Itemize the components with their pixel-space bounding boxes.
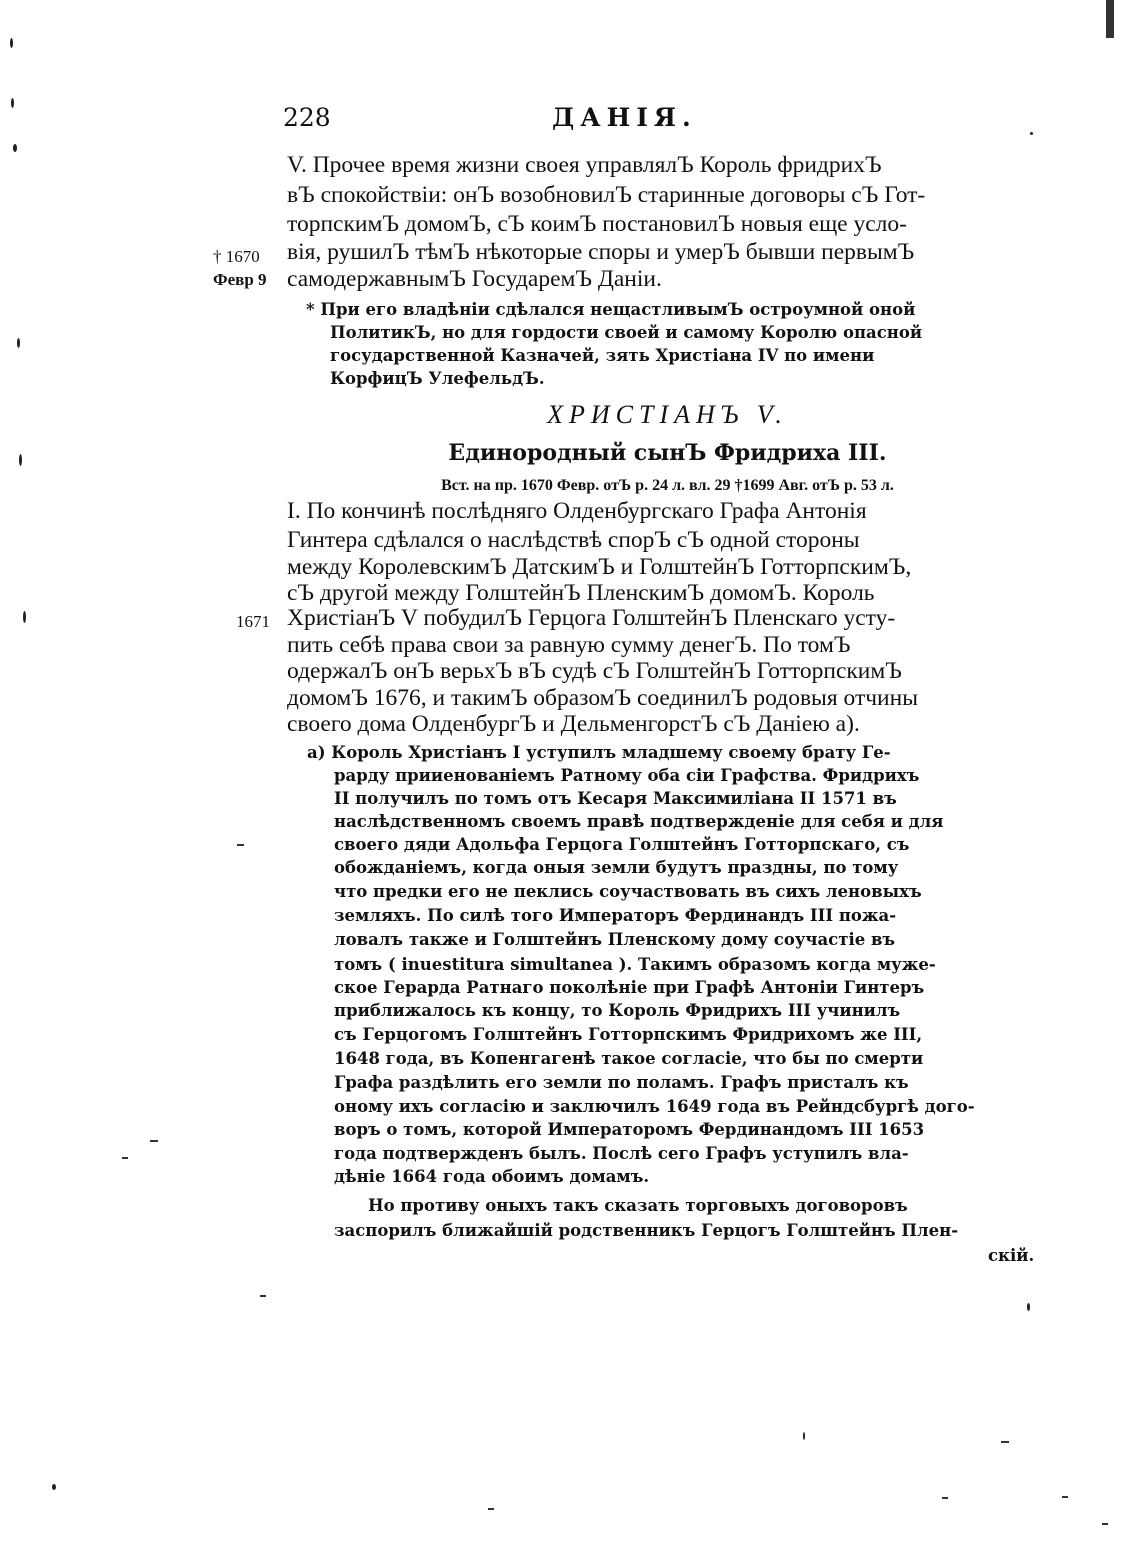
margin-note-year: 1671 bbox=[236, 612, 270, 631]
scan-artifact bbox=[13, 144, 17, 152]
running-title: ДАНІЯ. bbox=[552, 103, 697, 132]
section-i-line: ХристіанЪ V побудилЪ Герцога ГолштейнЪ Пленскаго усту- bbox=[287, 605, 896, 631]
scan-artifact bbox=[1001, 1441, 1009, 1443]
footnote-a-line: 1648 года, въ Копенгагенѣ такое согласіе, что бы по смерти bbox=[334, 1049, 924, 1068]
section-i-line: сЪ другой между ГолштейнЪ ПленскимЪ домомЪ. Король bbox=[287, 580, 875, 606]
scan-artifact bbox=[19, 454, 22, 466]
footnote-a-line: ское Герарда Ратнаго поколѣніе при Графѣ Антоніи Гинтеръ bbox=[334, 978, 925, 997]
scan-artifact bbox=[52, 1484, 56, 1490]
margin-note-month: Февр 9 bbox=[213, 270, 267, 289]
star-note-line: государственной Казначей, зять Христіана IV по имени bbox=[330, 346, 875, 365]
footnote-a-line: приближалось къ концу, то Король Фридрихъ III учинилъ bbox=[334, 1001, 901, 1020]
section-title: ХРИСТІАНЪ V. bbox=[547, 400, 788, 429]
scan-artifact bbox=[11, 98, 14, 108]
section-v-line: торпскимЪ домомЪ, сЪ коимЪ постановилЪ новыя еще усло- bbox=[287, 211, 907, 237]
footnote-a-line: года подтвержденъ былъ. Послѣ сего Графъ уступилъ вла- bbox=[334, 1144, 909, 1163]
section-i-line: I. По кончинѣ послѣдняго Олденбургскаго Графа Антонія bbox=[287, 498, 867, 524]
section-v-line: V. Прочее время жизни своея управлялЪ Король фридрихЪ bbox=[287, 152, 882, 178]
footnote-a-line: оному ихъ согласію и заключилъ 1649 года въ Рейндсбургѣ дого- bbox=[334, 1097, 975, 1116]
section-i-line: одержалЪ онЪ верьхЪ вЪ судѣ сЪ ГолштейнЪ ГотторпскимЪ bbox=[287, 658, 902, 684]
footnote-a-line: обожданіемъ, когда оныя земли будутъ праздны, по тому bbox=[334, 858, 899, 877]
section-i-line: своего дома ОлденбургЪ и ДельменгорстЪ сЪ Даніею а). bbox=[287, 711, 860, 737]
final-para-line: скій. bbox=[988, 1246, 1035, 1265]
scan-artifact bbox=[1102, 1523, 1108, 1525]
section-v-line: вЪ спокойствіи: онЪ возобновилЪ старинные договоры сЪ Гот- bbox=[287, 182, 926, 208]
scan-artifact bbox=[10, 38, 13, 48]
footnote-a-line: рарду прииенованіемъ Ратному оба сіи Графства. Фридрихъ bbox=[334, 766, 920, 785]
scan-artifact bbox=[1062, 1496, 1068, 1498]
scan-artifact bbox=[1106, 0, 1114, 38]
section-subtitle: Единородный сынЪ Фридриха III. bbox=[448, 440, 887, 466]
footnote-a-line: Графа раздѣлить его земли по поламъ. Графъ присталъ къ bbox=[334, 1073, 909, 1092]
final-para-line: заспорилъ ближайшій родственникъ Герцогъ Голштейнъ Плен- bbox=[334, 1221, 959, 1240]
footnote-a-line: ловалъ также и Голштейнъ Пленскому дому соучастіе въ bbox=[334, 930, 896, 949]
footnote-a-line: а) Король Христіанъ I уступилъ младшему своему брату Ге- bbox=[307, 743, 891, 762]
reign-dates: Вст. на пр. 1670 Февр. отЪ р. 24 л. вл. 29 †1699 Авг. отЪ р. 53 л. bbox=[441, 477, 894, 494]
section-v-line: самодержавнымЪ ГосударемЪ Даніи. bbox=[287, 266, 662, 292]
scan-artifact bbox=[942, 1497, 948, 1499]
scan-artifact bbox=[150, 1140, 158, 1142]
footnote-a-line: дѣніе 1664 года обоимъ домамъ. bbox=[334, 1167, 650, 1186]
scan-artifact bbox=[237, 844, 244, 846]
star-note-line: КорфицЪ УлефельдЪ. bbox=[330, 369, 545, 388]
page-number: 228 bbox=[283, 103, 331, 132]
section-v-line: вія, рушилЪ тѣмЪ нѣкоторые споры и умерЪ бывши первымЪ bbox=[287, 239, 915, 265]
footnote-a-line: II получилъ по томъ отъ Кесаря Максимиліана II 1571 въ bbox=[334, 789, 897, 808]
footnote-a-line: своего дяди Адольфа Герцога Голштейнъ Готторпскаго, съ bbox=[334, 835, 910, 854]
section-i-line: домомЪ 1676, и такимЪ образомЪ соединилЪ родовыя отчины bbox=[287, 685, 919, 711]
footnote-a-line: томъ ( inuestitura simultanea ). Такимъ образомъ когда муже- bbox=[334, 955, 936, 974]
scan-artifact bbox=[17, 338, 20, 348]
scan-artifact bbox=[1027, 1303, 1030, 1311]
star-note-line: * При его владѣніи сдѣлался нещастливымЪ остроумной оной bbox=[306, 300, 916, 319]
section-i-line: между КоролевскимЪ ДатскимЪ и ГолштейнЪ ГотторпскимЪ, bbox=[287, 554, 912, 580]
footnote-a-line: наслѣдственномъ своемъ правѣ подтвержденіе для себя и для bbox=[334, 812, 944, 831]
final-para-line: Но противу оныхъ такъ сказать торговыхъ договоровъ bbox=[368, 1196, 908, 1215]
footnote-a-line: что предки его не пеклись соучаствовать въ сихъ леновыхъ bbox=[334, 882, 922, 901]
scan-artifact bbox=[1030, 132, 1033, 135]
scan-artifact bbox=[23, 611, 26, 623]
footnote-a-line: съ Герцогомъ Голштейнъ Готторпскимъ Фридрихомъ же III, bbox=[334, 1025, 923, 1044]
margin-note-date: † 1670 bbox=[213, 247, 260, 266]
star-note-line: ПолитикЪ, но для гордости своей и самому Королю опасной bbox=[330, 323, 923, 342]
section-i-line: пить себѣ права свои за равную сумму денегЪ. По томЪ bbox=[287, 632, 851, 658]
section-i-line: Гинтера сдѣлался о наслѣдствѣ спорЪ сЪ одной стороны bbox=[287, 527, 860, 553]
scan-artifact bbox=[260, 1295, 266, 1297]
footnote-a-line: земляхъ. По силѣ того Императоръ Фердинандъ III пожа- bbox=[334, 906, 897, 925]
scan-artifact bbox=[488, 1508, 494, 1510]
scan-artifact bbox=[803, 1432, 805, 1440]
scan-artifact bbox=[122, 1157, 128, 1159]
footnote-a-line: воръ о томъ, которой Императоромъ Фердинандомъ III 1653 bbox=[334, 1120, 925, 1139]
